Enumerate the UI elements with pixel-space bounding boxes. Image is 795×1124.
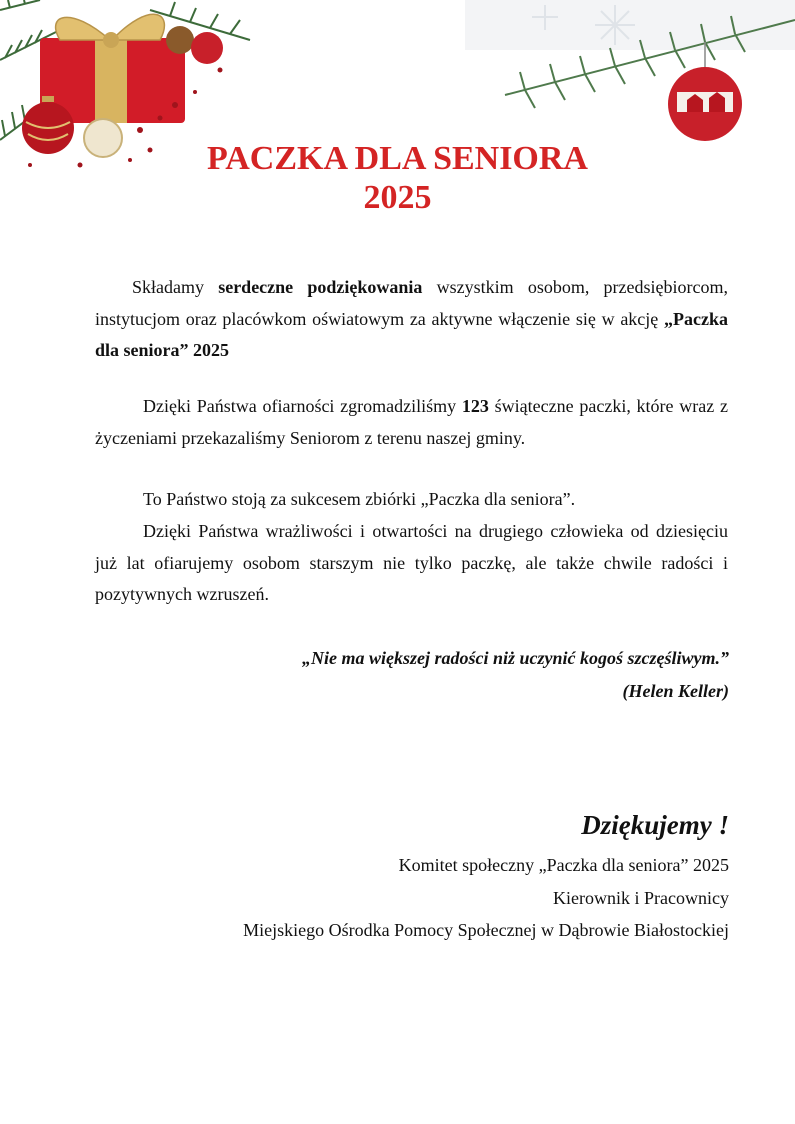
- paragraph-success: To Państwo stoją za sukcesem zbiórki „Paczka dla seniora”.: [143, 489, 576, 509]
- red-bauble-icon: [668, 67, 742, 141]
- paragraph-thanks: Składamy serdeczne podziękowania wszystkim osobom, przedsiębiorcom, instytucjom oraz placówkom oświatowym za aktywne włączenie się w akcję „Paczka dla seniora” 2025: [95, 277, 728, 360]
- paragraph-sensitivity: Dzięki Państwa wrażliwości i otwartości na drugiego człowieka od dziesięciu już lat ofiarujemy osobom starszym nie tylko paczkę, ale także chwile radości i pozytywnych wzruszeń.: [95, 521, 728, 604]
- signature-committee: Komitet społeczny „Paczka dla seniora” 2025: [398, 855, 729, 875]
- christmas-bauble-decoration: [465, 0, 795, 145]
- quote-author: (Helen Keller): [622, 681, 729, 701]
- paragraph-donations: Dzięki Państwa ofiarności zgromadziliśmy 123 świąteczne paczki, które wraz z życzeniami przekazaliśmy Seniorom z terenu naszej gminy.: [95, 396, 728, 448]
- page-title: PACZKA DLA SENIORA: [207, 140, 588, 177]
- pine-cone-icon: [166, 26, 194, 54]
- signature-institution: Miejskiego Ośrodka Pomocy Społecznej w Dąbrowie Białostockiej: [243, 920, 729, 940]
- thanks-heading: Dziękujemy !: [581, 810, 729, 840]
- quote-text: „Nie ma większej radości niż uczynić kogoś szczęśliwym.”: [302, 648, 729, 668]
- red-bauble-icon: [191, 32, 223, 64]
- page-title-year: 2025: [363, 179, 432, 216]
- signature-staff: Kierownik i Pracownicy: [553, 888, 729, 908]
